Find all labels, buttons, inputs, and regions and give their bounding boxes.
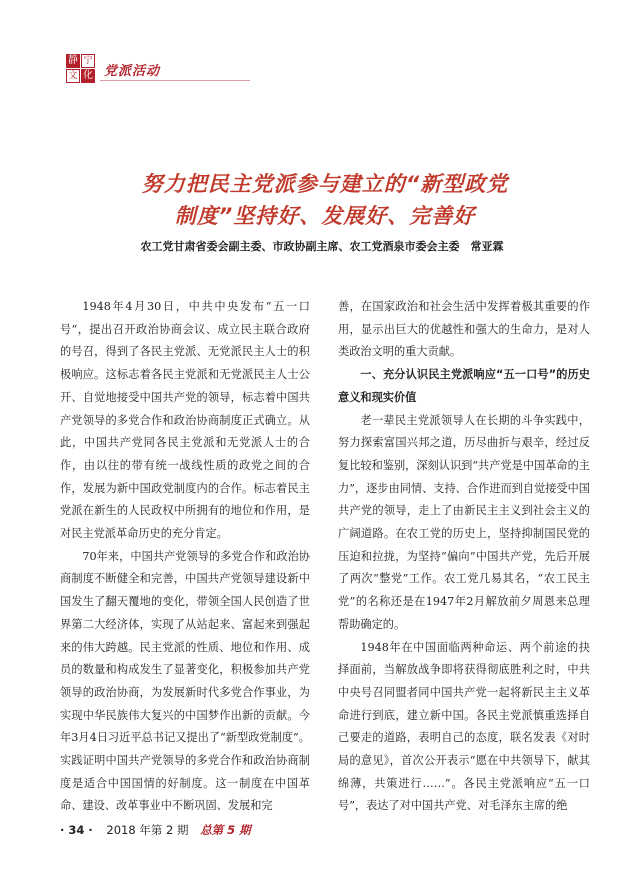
header-divider (100, 80, 250, 81)
paragraph: 1948年在中国面临两种命运、两个前途的抉择面前，当解放战争即将获得彻底胜利之时，中共中央号召同盟者同中国共产党一起将新民主主义革命进行到底，建立新中国。各民主党派慎重选择自己要走的道路，表明自己的态度，联名发表《对时局的意见》，首次公开表示“愿在中共领导下，献其绵薄，共策进行……”。各民主党派响应“五一口号”，表达了对中国共产党、对毛泽东主席的绝 (338, 640, 590, 813)
title-line-2: 制度”坚持好、发展好、完善好 (174, 204, 476, 228)
issue-number: 2018 年第 2 期 (106, 823, 189, 837)
logo-char-4: 化 (83, 70, 93, 81)
section-heading: 一、充分认识民主党派响应“五一口号”的历史意义和现实价值 (338, 368, 590, 404)
paragraph-continued: 善，在国家政治和社会生活中发挥着极其重要的作用，显示出巨大的优越性和强大的生命力，是对人类政治文明的重大贡献。 (338, 300, 590, 359)
page-footer (60, 822, 251, 838)
paragraph: 1948年4月30日，中共中央发布“五一口号”，提出召开政治协商会议、成立民主联合政府的号召，得到了各民主党派、无党派民主人士的积极响应。这标志着各民主党派和无党派民主人士公开、自觉地接受中国共产党的领导，标志着中国共产党领导的多党合作和政治协商制度正式确立。从此，中国共产党同各民主党派和无党派人士的合作，由以往的带有统一战线性质的政党之间的合作，发展为新中国政党制度内的合作。标志着民主党派在新生的人民政权中所拥有的地位和作用，是对民主党派革命历史的充分肯定。 (60, 300, 310, 541)
paragraph: 老一辈民主党派领导人在长期的斗争实践中，努力探索富国兴邦之道，历尽曲折与艰辛，经过反复比较和鉴别，深刻认识到“共产党是中国革命的主力”，逐步由同情、支持、合作进而到自觉接受中国共产党的领导，走上了由新民主主义到社会主义的广阔道路。在农工党的历史上，坚持抑制国民党的压迫和拉拢，为坚持“偏向”中国共产党，先后开展了两次“整党”工作。农工党几易其名，“农工民主党”的名称还是在1947年2月解放前夕周恩来总理帮助确定的。 (338, 413, 590, 631)
right-column (338, 296, 590, 818)
page-header (0, 40, 644, 100)
journal-logo (66, 54, 96, 84)
issue-total: 总第 5 期 (200, 823, 251, 837)
article-title (90, 168, 560, 232)
title-line-1: 努力把民主党派参与建立的“新型政党 (141, 172, 509, 196)
left-column (60, 296, 310, 818)
logo-char-3: 文 (66, 69, 80, 83)
paragraph: 70年来，中国共产党领导的多党合作和政治协商制度不断健全和完善，中国共产党领导建设新中国发生了翻天覆地的变化，带领全国人民创造了世界第二大经济体，实现了从站起来、富起来到强起来的伟大跨越。民主党派的性质、地位和作用、成员的数量和构成发生了显著变化，积极参加共产党领导的政治协商，为发展新时代多党合作事业，为实现中华民族伟大复兴的中国梦作出新的贡献。今年3月4日习近平总书记又提出了“新型政党制度”。实践证明中国共产党领导的多党合作和政治协商制度是适合中国国情的好制度。这一制度在中国革命、建设、改革事业中不断巩固、发展和完 (60, 549, 310, 813)
section-tag: 党派活动 (104, 64, 161, 79)
logo-char-2: 宁 (81, 54, 95, 68)
page-number: · 34 · (60, 823, 93, 837)
article-author: 农工党甘肃省委会副主委、市政协副主席、农工党酒泉市委会主委 常亚霖 (140, 240, 504, 253)
logo-char-1: 静 (68, 55, 78, 66)
